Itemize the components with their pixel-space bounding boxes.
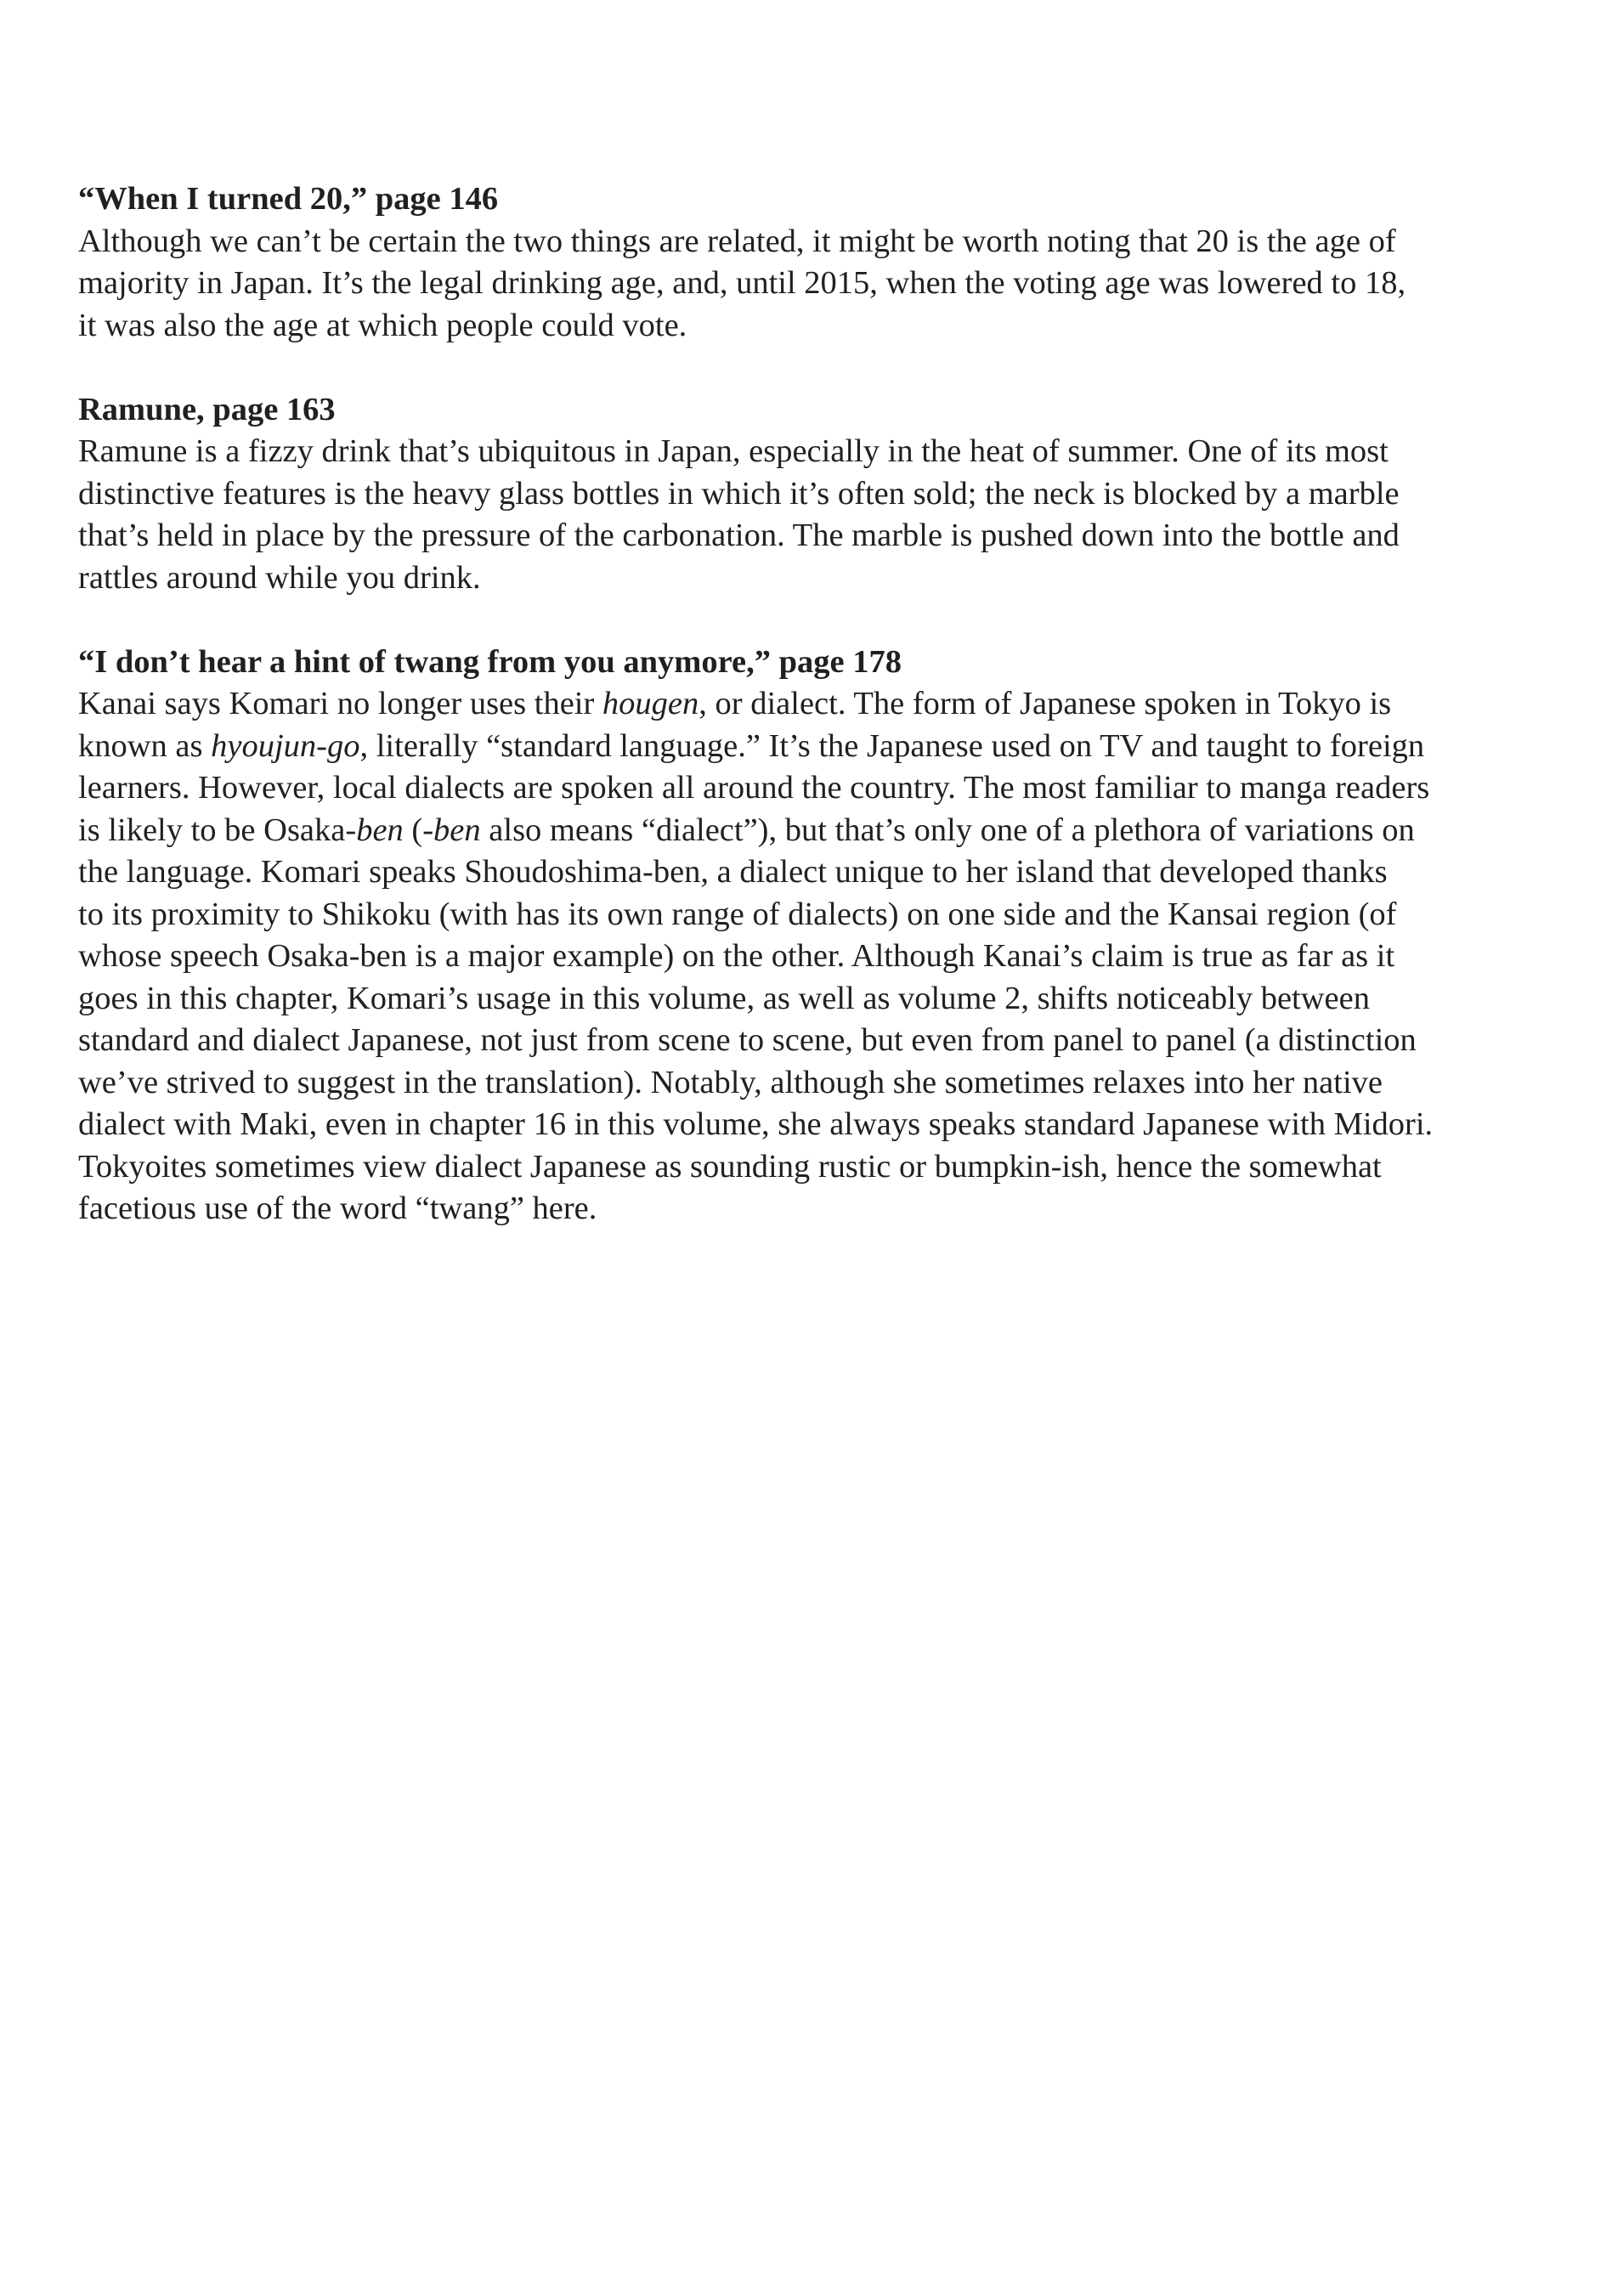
text-segment: also means “dialect”), but that’s only one of a plethora of variations on: [480, 812, 1415, 848]
body-line: [78, 767, 1514, 810]
body-line: [78, 1188, 1514, 1230]
body-line: [78, 851, 1514, 894]
note-body: [78, 683, 1514, 1230]
text-segment: distinctive features is the heavy glass bottles in which it’s often sold; the neck is blocked by a marble: [78, 475, 1400, 512]
body-line: [78, 1104, 1514, 1146]
note-when-i-turned-20: [78, 178, 1514, 347]
text-segment: facetious use of the word “twang” here.: [78, 1190, 597, 1226]
text-segment: whose speech Osaka-ben is a major example) on the other. Although Kanai’s claim is true as far as it: [78, 938, 1395, 974]
body-line: [78, 473, 1514, 516]
body-line: [78, 305, 1514, 348]
text-segment: it was also the age at which people could vote.: [78, 307, 687, 343]
body-line: [78, 515, 1514, 557]
body-line: [78, 263, 1514, 305]
text-segment: is likely to be Osaka-: [78, 812, 357, 848]
italic-term: hougen: [602, 686, 699, 721]
translation-notes: [78, 178, 1514, 1272]
text-segment: known as: [78, 727, 212, 764]
body-line: [78, 1062, 1514, 1105]
body-line: [78, 683, 1514, 726]
text-segment: , literally “standard language.” It’s the Japanese used on TV and taught to foreign: [359, 727, 1425, 764]
note-twang: [78, 642, 1514, 1230]
note-heading: “I don’t hear a hint of twang from you anymore,” page 178: [78, 643, 902, 680]
text-segment: Although we can’t be certain the two things are related, it might be worth noting that 20 is the age of: [78, 223, 1396, 259]
italic-term: ben: [356, 812, 404, 848]
note-body: [78, 221, 1514, 348]
text-segment: (: [403, 812, 423, 848]
text-segment: majority in Japan. It’s the legal drinking age, and, until 2015, when the voting age was lowered to 18,: [78, 265, 1406, 301]
note-body: [78, 431, 1514, 599]
text-segment: rattles around while you drink.: [78, 559, 481, 596]
body-line: [78, 1020, 1514, 1062]
italic-term: hyoujun-go: [211, 727, 360, 764]
body-line: [78, 557, 1514, 600]
text-segment: , or dialect. The form of Japanese spoken in Tokyo is: [699, 686, 1392, 721]
body-line: [78, 431, 1514, 473]
body-line: [78, 1146, 1514, 1189]
text-segment: goes in this chapter, Komari’s usage in this volume, as well as volume 2, shifts noticeably between: [78, 980, 1370, 1016]
body-line: [78, 978, 1514, 1021]
text-segment: the language. Komari speaks Shoudoshima-ben, a dialect unique to her island that developed thanks: [78, 854, 1388, 890]
text-segment: Kanai says Komari no longer uses their: [78, 686, 602, 721]
text-segment: standard and dialect Japanese, not just from scene to scene, but even from panel to panel (a distinction: [78, 1022, 1417, 1058]
body-line: [78, 726, 1514, 768]
text-segment: we’ve strived to suggest in the translation). Notably, although she sometimes relaxes into her native: [78, 1064, 1383, 1100]
note-ramune: [78, 389, 1514, 600]
italic-term: -ben: [422, 812, 481, 848]
text-segment: that’s held in place by the pressure of the carbonation. The marble is pushed down into the bottle and: [78, 517, 1400, 553]
note-heading: Ramune, page 163: [78, 391, 336, 427]
text-segment: learners. However, local dialects are spoken all around the country. The most familiar to manga readers: [78, 770, 1430, 806]
text-segment: to its proximity to Shikoku (with has its own range of dialects) on one side and the Kansai region (of: [78, 896, 1397, 932]
text-segment: dialect with Maki, even in chapter 16 in this volume, she always speaks standard Japanese with Midori.: [78, 1106, 1434, 1142]
body-line: [78, 894, 1514, 936]
body-line: [78, 221, 1514, 263]
body-line: [78, 810, 1514, 852]
text-segment: Ramune is a fizzy drink that’s ubiquitous in Japan, especially in the heat of summer. One of its most: [78, 433, 1389, 469]
note-heading: “When I turned 20,” page 146: [78, 181, 499, 217]
text-segment: Tokyoites sometimes view dialect Japanese as sounding rustic or bumpkin-ish, hence the somewhat: [78, 1148, 1382, 1185]
body-line: [78, 936, 1514, 978]
